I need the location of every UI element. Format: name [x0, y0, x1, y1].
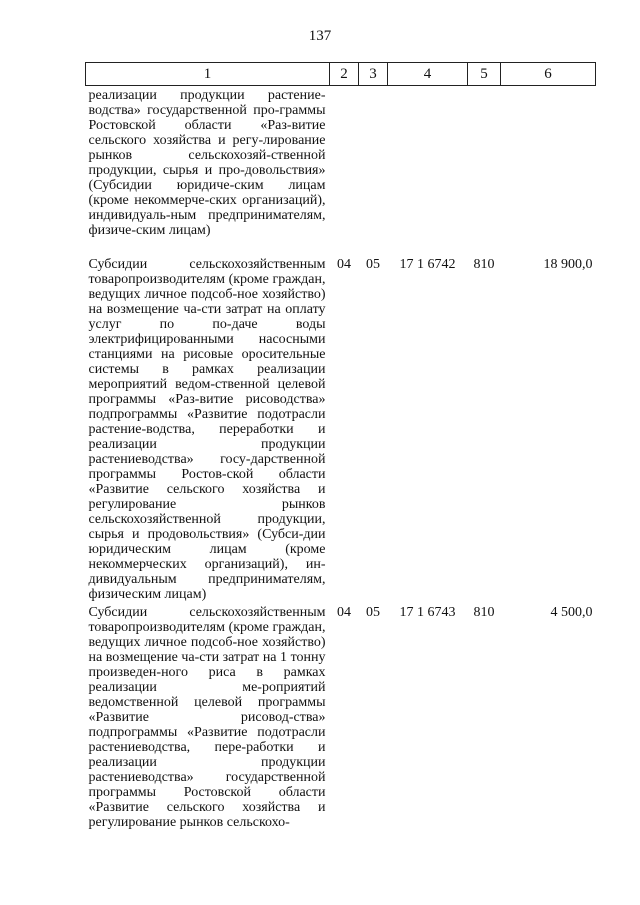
column-header-2: 2: [330, 63, 359, 86]
row-amount-cell: [501, 86, 596, 239]
column-header-1: 1: [86, 63, 330, 86]
row-subsection-cell: 05: [366, 605, 380, 620]
table-row: [86, 238, 596, 602]
table-row: [86, 602, 596, 830]
row-section-cell: [330, 86, 359, 239]
row-type-cell: [468, 86, 501, 239]
row-section-cell: 04: [337, 257, 351, 272]
page-number: 137: [308, 28, 332, 44]
row-type-cell: 810: [473, 257, 495, 272]
column-header-6: 6: [501, 63, 596, 86]
row-name-cell: реализации продукции растение-водства» государственной про-граммы Ростовской области «Раз-витие сельского хозяйства и регу-лирование рынков сельскохозяй-ственной продукции, сырья и про-довольствия» (Субсидии юридиче-ским лицам (кроме некоммерче-ских организаций), индивидуаль-ным предпринимателям, физиче-ским лицам): [88, 88, 326, 238]
column-header-5: 5: [468, 63, 501, 86]
column-header-3: 3: [359, 63, 388, 86]
row-target-cell: [388, 86, 468, 239]
row-target-cell: 17 1 6742: [399, 257, 456, 272]
table-row: [86, 86, 596, 239]
row-section-cell: 04: [337, 605, 351, 620]
row-subsection-cell: 05: [366, 257, 380, 272]
budget-table: [85, 62, 596, 830]
row-target-cell: 17 1 6743: [399, 605, 456, 620]
row-subsection-cell: [359, 86, 388, 239]
table-header-row: [86, 63, 596, 86]
row-name-cell: Субсидии сельскохозяйственным товаропроизводителям (кроме граждан, ведущих личное подсоб-ное хозяйство) на возмещение ча-сти затрат на оплату услуг по по-даче воды электрифицированными насосными станциями на рисовые оросительные системы в рамках реализации мероприятий ведом-ственной целевой программы «Раз-витие рисоводства» подпрограммы «Развитие подотрасли растение-водства, переработки и реализации продукции растениеводства» госу-дарственной программы Ростов-ской области «Развитие сельского хозяйства и регулирование рынков сельскохозяйственной продукции, сырья и продовольствия» (Субси-дии юридическим лицам (кроме некоммерческих организаций), ин-дивидуальным предпринимателям, физическим лицам): [88, 257, 326, 602]
row-name-cell: Субсидии сельскохозяйственным товаропроизводителям (кроме граждан, ведущих личное подсоб-ное хозяйство) на возмещение ча-сти затрат на 1 тонну произведен-ного риса в рамках реализации ме-роприятий ведомственной целевой программы «Развитие рисовод-ства» подпрограммы «Развитие подотрасли растениеводства, пере-работки и реализации продукции растениеводства» государственной программы Ростовской области «Развитие сельского хозяйства и регулирование рынков сельскохо-: [88, 605, 326, 830]
row-type-cell: 810: [473, 605, 495, 620]
column-header-4: 4: [388, 63, 468, 86]
row-amount-cell: 4 500,0: [550, 605, 593, 620]
row-amount-cell: 18 900,0: [543, 257, 593, 272]
